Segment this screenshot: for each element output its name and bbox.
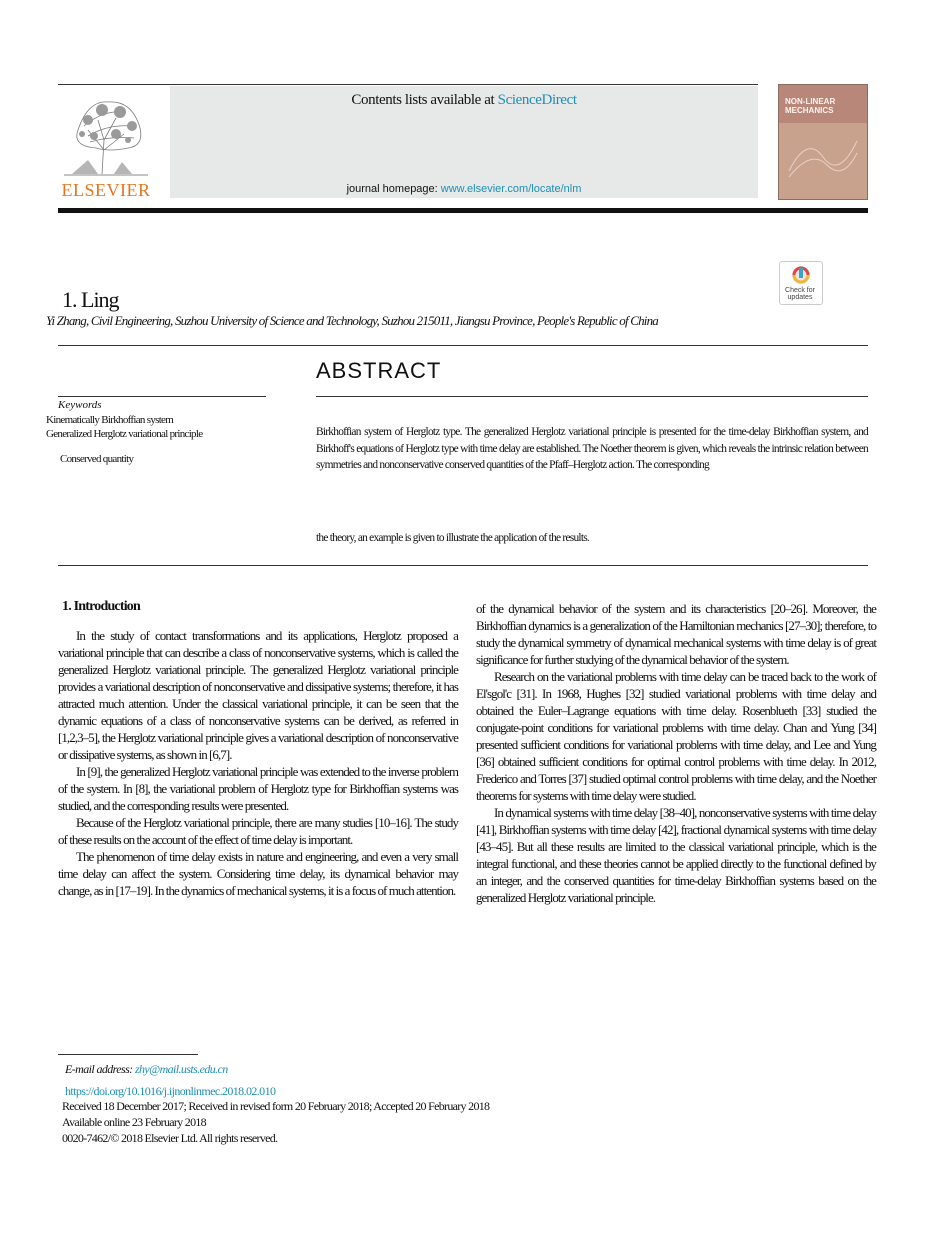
body-paragraph: Because of the Herglotz variational principle, there are many studies [10–16]. The study of these results on the account of the effect of time delay is important.	[58, 815, 458, 847]
doi-link[interactable]: https://doi.org/10.1016/j.ijnonlinmec.2018.02.010	[65, 1084, 276, 1098]
body-paragraph: of the dynamical behavior of the system and its characteristics [20–26]. Moreover, the Birkhoffian dynamics is a generalization of the Hamiltonian mechanics [27–30]; therefore, to study the dynamical symmetry of dynamical mechanical systems with time delay is of great significance for further studying of the dynamical behavior of the system.	[476, 601, 876, 667]
footnote-rule	[58, 1054, 198, 1055]
abstract-top-rule	[316, 396, 868, 397]
received-dates: Received 18 December 2017; Received in revised form 20 February 2018; Accepted 20 February 2018	[62, 1099, 490, 1113]
contents-availability-line	[170, 92, 758, 109]
publisher-wordmark: ELSEVIER	[61, 180, 151, 200]
available-online-date: Available online 23 February 2018	[62, 1115, 206, 1129]
body-column-left	[58, 627, 458, 899]
journal-homepage-line	[170, 183, 758, 195]
journal-homepage-link[interactable]: www.elsevier.com/locate/nlm	[440, 183, 582, 195]
keyword-item: Kinematically Birkhoffian system	[46, 414, 174, 426]
homepage-prefix: journal homepage:	[346, 183, 441, 195]
copyright-notice: 0020-7462/© 2018 Elsevier Ltd. All rights reserved.	[62, 1131, 278, 1145]
abstract-bottom-rule	[58, 565, 868, 566]
body-paragraph: Research on the variational problems with time delay can be traced back to the work of El'sgol'c [31]. In 1968, Hughes [32] studied variational problems with time delay and obtained the Euler–Lagrange equations with time delay. Rosenblueth [33] studied the conjugate-point conditions for variational problems with time delay. Chan and Yung [34] presented sufficient conditions for variational problems with time delay, and Lee and Yung [36] obtained sufficient conditions for optimal control problems with time delay. In 2012, Frederico and Torres [37] studied optimal control problems with time delay, and the Noether theorems for systems with time delay were studied.	[476, 669, 876, 803]
abstract-last-line: the theory, an example is given to illustrate the application of the results.	[316, 532, 590, 544]
journal-cover-thumbnail[interactable]	[778, 84, 868, 200]
header-thick-rule	[58, 208, 868, 213]
sciencedirect-link[interactable]: ScienceDirect	[497, 92, 577, 108]
abstract-text: Birkhoffian system of Herglotz type. The generalized Herglotz variational principle is presented for the time-delay Birkhoffian system, and Birkhoff's equations of Herglotz type with time delay are established. The Noether theorem is given, which reveals the intrinsic relation between symmetries and nonconservative conserved quantities of the Pfaff–Herglotz action. The corresponding	[316, 426, 868, 471]
body-paragraph: The phenomenon of time delay exists in nature and engineering, and even a very small time delay can affect the system. Considering time delay, its dynamical behavior may change, as in [17–19]. In the dynamics of mechanical systems, it is a focus of much attention.	[58, 849, 458, 898]
author-affiliation-line: Yi Zhang, Civil Engineering, Suzhou University of Science and Technology, Suzhou 215011, Jiangsu Province, People's Republic of China	[46, 313, 659, 328]
title-bottom-rule	[58, 345, 868, 346]
crossmark-icon	[780, 262, 822, 288]
section-heading-introduction: 1. Introduction	[62, 599, 140, 614]
cover-title-line1: NON-LINEAR	[785, 97, 836, 106]
email-label: E-mail address:	[65, 1062, 135, 1076]
keywords-rule	[58, 396, 266, 397]
check-for-updates-label: Check for updates	[785, 287, 815, 301]
email-link[interactable]: zhy@mail.usts.edu.cn	[134, 1062, 228, 1076]
contents-prefix: Contents lists available at	[351, 92, 498, 108]
cover-title-line2: MECHANICS	[785, 106, 834, 115]
corresponding-email	[65, 1062, 228, 1077]
keyword-item: Generalized Herglotz variational principle	[46, 428, 203, 440]
article-title: 1. Ling	[62, 287, 119, 312]
keywords-heading: Keywords	[58, 399, 102, 411]
body-paragraph: In dynamical systems with time delay [38–40], nonconservative systems with time delay [41], Birkhoffian systems with time delay [42], fractional dynamical systems with time delay [43–45]. But all these results are limited to the classical variational principle, which is the integral functional, and these theories cannot be applied directly to the functional defined by an integer, and the conserved quantities for time-delay Birkhoffian systems based on the generalized Herglotz variational principle.	[476, 805, 876, 905]
keyword-item: Conserved quantity	[60, 453, 134, 465]
header-top-rule	[58, 84, 758, 85]
body-paragraph: In [9], the generalized Herglotz variational principle was extended to the inverse problem of the system. In [8], the variational problem of Herglotz type for Birkhoffian systems was studied, and the corresponding results were presented.	[58, 764, 458, 813]
body-column-right	[476, 600, 876, 906]
cover-title	[785, 97, 835, 115]
cover-figure	[787, 131, 859, 181]
body-paragraph: In the study of contact transformations and its applications, Herglotz proposed a variational principle that can describe a class of nonconservative systems, which is called the generalized Herglotz variational principle. The generalized Herglotz variational principle provides a variational description of nonconservative and dissipative systems; therefore, it has attracted much attention. Under the classical variational principle, it can be seen that the dynamic equations of a class of nonconservative systems can be derived, as referred in [1,2,3–5], the Herglotz variational principle gives a variational description of nonconservative or dissipative systems, as shown in [6,7].	[58, 628, 458, 762]
abstract-heading: ABSTRACT	[316, 358, 442, 383]
